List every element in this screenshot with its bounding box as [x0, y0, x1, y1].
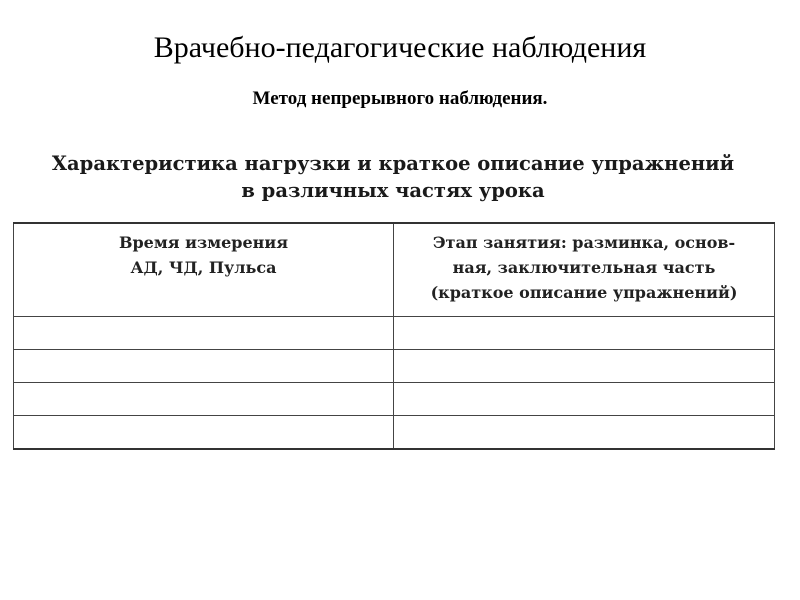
observation-table [13, 222, 775, 450]
slide-subtitle: Метод непрерывного наблюдения. [252, 88, 548, 109]
table-caption-line: в различных частях урока [241, 179, 545, 202]
header-line: Этап занятия: разминка, основ- [432, 233, 736, 252]
table-cell-time [14, 383, 394, 416]
header-lesson-stage [394, 223, 775, 317]
slide-title: Врачебно-педагогические наблюдения [153, 31, 647, 64]
table-cell-stage [394, 317, 775, 350]
table-cell-time [14, 317, 394, 350]
table-row [14, 317, 775, 350]
header-measurement-time [14, 223, 394, 317]
header-line: Время измерения [118, 233, 289, 252]
table-row [14, 350, 775, 383]
header-line: АД, ЧД, Пульса [130, 258, 277, 277]
table-cell-stage [394, 350, 775, 383]
table-caption-line: Характеристика нагрузки и краткое описание упражнений [51, 152, 735, 175]
table-header-row [14, 223, 775, 317]
header-line: (краткое описание упражнений) [430, 283, 738, 302]
header-line: ная, заключительная часть [452, 258, 716, 277]
table-row [14, 416, 775, 450]
table-cell-time [14, 416, 394, 450]
table-cell-stage [394, 383, 775, 416]
table-cell-stage [394, 416, 775, 450]
table-row [14, 383, 775, 416]
table-caption [0, 150, 786, 204]
table-cell-time [14, 350, 394, 383]
